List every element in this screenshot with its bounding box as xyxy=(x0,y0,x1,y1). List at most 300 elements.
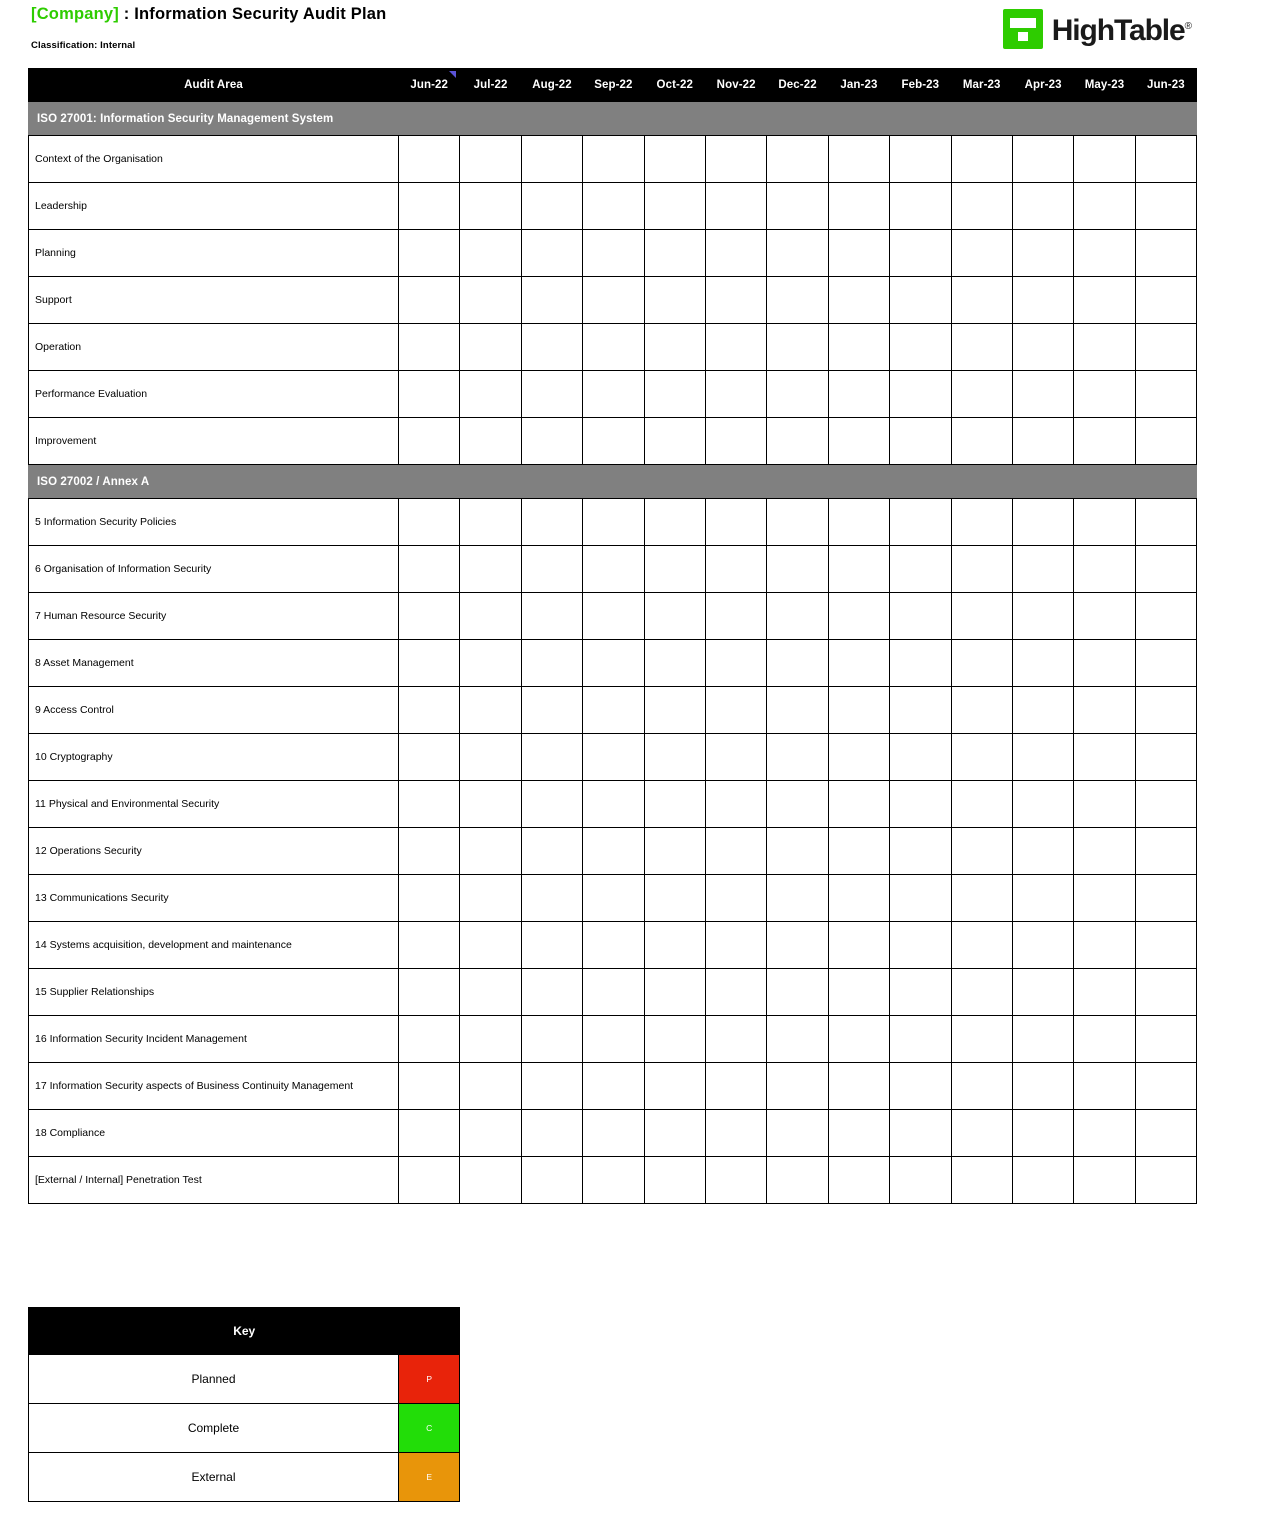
schedule-cell-jun-22[interactable]: P xyxy=(399,875,460,922)
schedule-cell-oct-22[interactable] xyxy=(644,136,705,183)
schedule-cell-sep-22[interactable] xyxy=(583,230,644,277)
schedule-cell-sep-22[interactable] xyxy=(583,969,644,1016)
schedule-cell-sep-22[interactable]: P xyxy=(583,922,644,969)
schedule-cell-oct-22[interactable] xyxy=(644,418,705,465)
schedule-cell-may-23[interactable] xyxy=(1074,922,1135,969)
schedule-cell-apr-23[interactable] xyxy=(1012,734,1073,781)
schedule-cell-oct-22[interactable] xyxy=(644,230,705,277)
schedule-cell-nov-22[interactable] xyxy=(705,828,766,875)
schedule-cell-may-23[interactable] xyxy=(1074,640,1135,687)
schedule-cell-dec-22[interactable] xyxy=(767,324,828,371)
schedule-cell-oct-22[interactable] xyxy=(644,781,705,828)
schedule-cell-apr-23[interactable] xyxy=(1012,499,1073,546)
schedule-cell-oct-22[interactable] xyxy=(644,687,705,734)
schedule-cell-jun-23[interactable] xyxy=(1135,922,1196,969)
schedule-cell-dec-22[interactable] xyxy=(767,1016,828,1063)
schedule-cell-jun-22[interactable]: P xyxy=(399,277,460,324)
schedule-cell-may-23[interactable] xyxy=(1074,183,1135,230)
schedule-cell-nov-22[interactable] xyxy=(705,969,766,1016)
schedule-cell-dec-22[interactable] xyxy=(767,1063,828,1110)
schedule-cell-nov-22[interactable] xyxy=(705,1063,766,1110)
schedule-cell-may-23[interactable]: P xyxy=(1074,969,1135,1016)
schedule-cell-sep-22[interactable] xyxy=(583,1063,644,1110)
schedule-cell-feb-23[interactable] xyxy=(890,781,951,828)
schedule-cell-feb-23[interactable] xyxy=(890,593,951,640)
schedule-cell-jun-22[interactable]: P xyxy=(399,136,460,183)
schedule-cell-apr-23[interactable] xyxy=(1012,371,1073,418)
schedule-cell-oct-22[interactable] xyxy=(644,1063,705,1110)
schedule-cell-nov-22[interactable] xyxy=(705,1110,766,1157)
schedule-cell-may-23[interactable] xyxy=(1074,687,1135,734)
schedule-cell-mar-23[interactable] xyxy=(951,371,1012,418)
schedule-cell-jul-22[interactable] xyxy=(460,640,521,687)
schedule-cell-may-23[interactable] xyxy=(1074,828,1135,875)
schedule-cell-oct-22[interactable] xyxy=(644,546,705,593)
schedule-cell-jun-23[interactable] xyxy=(1135,277,1196,324)
schedule-cell-feb-23[interactable]: P xyxy=(890,828,951,875)
schedule-cell-apr-23[interactable] xyxy=(1012,324,1073,371)
schedule-cell-may-23[interactable] xyxy=(1074,781,1135,828)
schedule-cell-mar-23[interactable] xyxy=(951,1063,1012,1110)
schedule-cell-aug-22[interactable]: E xyxy=(521,277,582,324)
schedule-cell-mar-23[interactable] xyxy=(951,1110,1012,1157)
schedule-cell-may-23[interactable] xyxy=(1074,499,1135,546)
schedule-cell-jun-22[interactable]: P xyxy=(399,922,460,969)
schedule-cell-apr-23[interactable] xyxy=(1012,828,1073,875)
schedule-cell-may-23[interactable] xyxy=(1074,546,1135,593)
schedule-cell-jan-23[interactable] xyxy=(828,418,889,465)
registered-mark-icon: ® xyxy=(1184,21,1192,32)
plan-header-row xyxy=(29,69,1197,102)
schedule-cell-mar-23[interactable] xyxy=(951,277,1012,324)
schedule-cell-oct-22[interactable] xyxy=(644,277,705,324)
schedule-cell-mar-23[interactable] xyxy=(951,922,1012,969)
schedule-cell-jun-22[interactable]: P xyxy=(399,371,460,418)
schedule-cell-jun-23[interactable]: P xyxy=(1135,1016,1196,1063)
schedule-cell-may-23[interactable] xyxy=(1074,136,1135,183)
column-header-month-aug-22: Aug-22 xyxy=(521,69,582,102)
schedule-cell-mar-23[interactable] xyxy=(951,230,1012,277)
schedule-cell-nov-22[interactable]: P xyxy=(705,418,766,465)
schedule-cell-may-23[interactable] xyxy=(1074,371,1135,418)
schedule-cell-sep-22[interactable] xyxy=(583,183,644,230)
schedule-cell-jan-23[interactable] xyxy=(828,546,889,593)
schedule-cell-may-23[interactable] xyxy=(1074,418,1135,465)
schedule-cell-nov-22[interactable] xyxy=(705,734,766,781)
schedule-cell-feb-23[interactable] xyxy=(890,324,951,371)
schedule-cell-apr-23[interactable] xyxy=(1012,781,1073,828)
schedule-cell-apr-23[interactable]: P xyxy=(1012,922,1073,969)
schedule-cell-nov-22[interactable] xyxy=(705,922,766,969)
schedule-cell-jan-23[interactable] xyxy=(828,1157,889,1204)
schedule-cell-mar-23[interactable] xyxy=(951,1157,1012,1204)
schedule-cell-may-23[interactable] xyxy=(1074,1110,1135,1157)
schedule-cell-mar-23[interactable] xyxy=(951,734,1012,781)
schedule-cell-may-23[interactable] xyxy=(1074,875,1135,922)
schedule-cell-mar-23[interactable]: P xyxy=(951,875,1012,922)
schedule-cell-dec-22[interactable] xyxy=(767,687,828,734)
schedule-cell-jun-23[interactable]: P xyxy=(1135,1110,1196,1157)
schedule-cell-sep-22[interactable] xyxy=(583,781,644,828)
schedule-cell-aug-22[interactable]: E xyxy=(521,183,582,230)
schedule-cell-jul-22[interactable] xyxy=(460,277,521,324)
schedule-cell-oct-22[interactable] xyxy=(644,828,705,875)
schedule-cell-feb-23[interactable] xyxy=(890,371,951,418)
schedule-cell-jul-22[interactable] xyxy=(460,136,521,183)
schedule-cell-jun-22[interactable]: P xyxy=(399,640,460,687)
schedule-cell-jul-22[interactable] xyxy=(460,734,521,781)
schedule-cell-jul-22[interactable] xyxy=(460,230,521,277)
schedule-cell-jun-23[interactable] xyxy=(1135,418,1196,465)
schedule-cell-jul-22[interactable] xyxy=(460,371,521,418)
schedule-cell-mar-23[interactable] xyxy=(951,418,1012,465)
schedule-cell-oct-22[interactable] xyxy=(644,1110,705,1157)
schedule-cell-feb-23[interactable] xyxy=(890,230,951,277)
schedule-cell-jun-22[interactable]: P xyxy=(399,593,460,640)
schedule-cell-jul-22[interactable] xyxy=(460,183,521,230)
schedule-cell-dec-22[interactable]: P xyxy=(767,734,828,781)
schedule-cell-jun-23[interactable]: P xyxy=(1135,1063,1196,1110)
schedule-cell-nov-22[interactable]: P xyxy=(705,230,766,277)
key-swatch-p: P xyxy=(399,1355,460,1404)
schedule-cell-nov-22[interactable] xyxy=(705,875,766,922)
schedule-cell-feb-23[interactable] xyxy=(890,640,951,687)
schedule-cell-aug-22[interactable]: E xyxy=(521,1063,582,1110)
schedule-cell-jun-22[interactable]: P xyxy=(399,687,460,734)
schedule-cell-jul-22[interactable] xyxy=(460,828,521,875)
schedule-cell-jan-23[interactable] xyxy=(828,593,889,640)
schedule-cell-jan-23[interactable]: P xyxy=(828,781,889,828)
hightable-table-icon xyxy=(1003,9,1043,49)
schedule-cell-jul-22[interactable] xyxy=(460,969,521,1016)
schedule-cell-feb-23[interactable] xyxy=(890,734,951,781)
schedule-cell-aug-22[interactable]: E xyxy=(521,781,582,828)
schedule-cell-oct-22[interactable] xyxy=(644,183,705,230)
schedule-cell-may-23[interactable] xyxy=(1074,593,1135,640)
schedule-cell-oct-22[interactable] xyxy=(644,734,705,781)
schedule-cell-jul-22[interactable] xyxy=(460,499,521,546)
schedule-cell-apr-23[interactable] xyxy=(1012,418,1073,465)
schedule-cell-dec-22[interactable] xyxy=(767,136,828,183)
schedule-cell-jun-23[interactable] xyxy=(1135,136,1196,183)
schedule-cell-jan-23[interactable] xyxy=(828,640,889,687)
schedule-cell-dec-22[interactable] xyxy=(767,969,828,1016)
schedule-cell-jun-23[interactable] xyxy=(1135,687,1196,734)
schedule-cell-jan-23[interactable] xyxy=(828,136,889,183)
schedule-cell-sep-22[interactable] xyxy=(583,1157,644,1204)
schedule-cell-jul-22[interactable] xyxy=(460,687,521,734)
schedule-cell-dec-22[interactable] xyxy=(767,781,828,828)
schedule-cell-apr-23[interactable] xyxy=(1012,136,1073,183)
schedule-cell-feb-23[interactable] xyxy=(890,277,951,324)
schedule-cell-oct-22[interactable]: P xyxy=(644,640,705,687)
schedule-cell-feb-23[interactable] xyxy=(890,1157,951,1204)
schedule-cell-aug-22[interactable]: E xyxy=(521,546,582,593)
schedule-cell-jun-22[interactable]: P xyxy=(399,969,460,1016)
schedule-cell-jun-22[interactable]: P xyxy=(399,1016,460,1063)
table-row xyxy=(29,687,1197,734)
schedule-cell-nov-22[interactable]: P xyxy=(705,277,766,324)
schedule-cell-jul-22[interactable] xyxy=(460,1157,521,1204)
schedule-cell-mar-23[interactable] xyxy=(951,1016,1012,1063)
schedule-cell-oct-22[interactable] xyxy=(644,499,705,546)
schedule-cell-feb-23[interactable] xyxy=(890,418,951,465)
schedule-cell-nov-22[interactable] xyxy=(705,499,766,546)
schedule-cell-jun-23[interactable] xyxy=(1135,593,1196,640)
schedule-cell-nov-22[interactable]: P xyxy=(705,687,766,734)
schedule-cell-jan-23[interactable] xyxy=(828,922,889,969)
schedule-cell-jul-22[interactable] xyxy=(460,875,521,922)
column-header-month-oct-22: Oct-22 xyxy=(644,69,705,102)
schedule-cell-dec-22[interactable] xyxy=(767,277,828,324)
schedule-cell-aug-22[interactable]: E xyxy=(521,418,582,465)
schedule-cell-jun-22[interactable]: P xyxy=(399,183,460,230)
schedule-cell-feb-23[interactable] xyxy=(890,969,951,1016)
schedule-cell-may-23[interactable] xyxy=(1074,1016,1135,1063)
schedule-cell-jun-22[interactable]: P xyxy=(399,734,460,781)
schedule-cell-feb-23[interactable] xyxy=(890,183,951,230)
schedule-cell-jun-22[interactable]: P xyxy=(399,546,460,593)
audit-area-label: Leadership xyxy=(29,183,399,230)
schedule-cell-jan-23[interactable] xyxy=(828,1063,889,1110)
schedule-cell-nov-22[interactable] xyxy=(705,781,766,828)
plan-table-head xyxy=(29,69,1197,102)
schedule-cell-apr-23[interactable] xyxy=(1012,687,1073,734)
schedule-cell-jul-22[interactable] xyxy=(460,546,521,593)
schedule-cell-apr-23[interactable] xyxy=(1012,640,1073,687)
schedule-cell-feb-23[interactable] xyxy=(890,1110,951,1157)
schedule-cell-mar-23[interactable] xyxy=(951,324,1012,371)
schedule-cell-dec-22[interactable] xyxy=(767,499,828,546)
schedule-cell-oct-22[interactable] xyxy=(644,1157,705,1204)
schedule-cell-jun-23[interactable] xyxy=(1135,230,1196,277)
schedule-cell-aug-22[interactable]: E xyxy=(521,734,582,781)
schedule-cell-jun-22[interactable]: P xyxy=(399,781,460,828)
schedule-cell-aug-22[interactable]: E xyxy=(521,136,582,183)
schedule-cell-dec-22[interactable] xyxy=(767,418,828,465)
schedule-cell-jun-22[interactable]: P xyxy=(399,499,460,546)
schedule-cell-dec-22[interactable] xyxy=(767,230,828,277)
schedule-cell-mar-23[interactable] xyxy=(951,640,1012,687)
schedule-cell-jul-22[interactable] xyxy=(460,418,521,465)
schedule-cell-mar-23[interactable] xyxy=(951,499,1012,546)
column-header-month-mar-23: Mar-23 xyxy=(951,69,1012,102)
schedule-cell-nov-22[interactable]: P xyxy=(705,324,766,371)
schedule-cell-may-23[interactable] xyxy=(1074,734,1135,781)
schedule-cell-jan-23[interactable] xyxy=(828,324,889,371)
schedule-cell-mar-23[interactable] xyxy=(951,969,1012,1016)
column-header-month-may-23: May-23 xyxy=(1074,69,1135,102)
schedule-cell-oct-22[interactable] xyxy=(644,324,705,371)
schedule-cell-jun-23[interactable] xyxy=(1135,828,1196,875)
schedule-cell-aug-22[interactable]: E xyxy=(521,1110,582,1157)
schedule-cell-apr-23[interactable] xyxy=(1012,1016,1073,1063)
schedule-cell-nov-22[interactable] xyxy=(705,593,766,640)
title-block xyxy=(31,4,386,24)
schedule-cell-jan-23[interactable] xyxy=(828,687,889,734)
schedule-cell-sep-22[interactable] xyxy=(583,418,644,465)
schedule-cell-jun-22[interactable]: P xyxy=(399,1157,460,1204)
schedule-cell-feb-23[interactable] xyxy=(890,1016,951,1063)
schedule-cell-aug-22[interactable]: E xyxy=(521,875,582,922)
schedule-cell-sep-22[interactable]: P xyxy=(583,593,644,640)
schedule-cell-feb-23[interactable] xyxy=(890,922,951,969)
schedule-cell-jun-23[interactable]: P xyxy=(1135,1157,1196,1204)
schedule-cell-sep-22[interactable] xyxy=(583,1016,644,1063)
schedule-cell-apr-23[interactable] xyxy=(1012,875,1073,922)
schedule-cell-dec-22[interactable] xyxy=(767,828,828,875)
schedule-cell-sep-22[interactable] xyxy=(583,687,644,734)
schedule-cell-oct-22[interactable] xyxy=(644,922,705,969)
schedule-cell-dec-22[interactable] xyxy=(767,593,828,640)
schedule-cell-apr-23[interactable] xyxy=(1012,1110,1073,1157)
schedule-cell-mar-23[interactable] xyxy=(951,828,1012,875)
schedule-cell-dec-22[interactable] xyxy=(767,371,828,418)
schedule-cell-jul-22[interactable] xyxy=(460,1063,521,1110)
schedule-cell-jan-23[interactable] xyxy=(828,1110,889,1157)
schedule-cell-jun-23[interactable] xyxy=(1135,499,1196,546)
schedule-cell-jun-23[interactable] xyxy=(1135,734,1196,781)
schedule-cell-feb-23[interactable] xyxy=(890,499,951,546)
schedule-cell-jun-23[interactable] xyxy=(1135,781,1196,828)
schedule-cell-jul-22[interactable] xyxy=(460,922,521,969)
schedule-cell-sep-22[interactable] xyxy=(583,371,644,418)
schedule-cell-feb-23[interactable] xyxy=(890,875,951,922)
schedule-cell-oct-22[interactable] xyxy=(644,593,705,640)
schedule-cell-sep-22[interactable] xyxy=(583,136,644,183)
schedule-cell-apr-23[interactable] xyxy=(1012,230,1073,277)
schedule-cell-apr-23[interactable] xyxy=(1012,1157,1073,1204)
schedule-cell-may-23[interactable] xyxy=(1074,1063,1135,1110)
schedule-cell-jul-22[interactable] xyxy=(460,593,521,640)
schedule-cell-jan-23[interactable] xyxy=(828,183,889,230)
schedule-cell-apr-23[interactable] xyxy=(1012,1063,1073,1110)
schedule-cell-jan-23[interactable] xyxy=(828,371,889,418)
schedule-cell-sep-22[interactable] xyxy=(583,277,644,324)
schedule-cell-dec-22[interactable] xyxy=(767,875,828,922)
schedule-cell-jun-23[interactable] xyxy=(1135,969,1196,1016)
schedule-cell-jan-23[interactable] xyxy=(828,969,889,1016)
schedule-cell-jun-22[interactable]: P xyxy=(399,230,460,277)
schedule-cell-jun-23[interactable] xyxy=(1135,183,1196,230)
schedule-cell-aug-22[interactable]: E xyxy=(521,922,582,969)
schedule-cell-aug-22[interactable]: E xyxy=(521,640,582,687)
schedule-cell-jun-23[interactable] xyxy=(1135,640,1196,687)
schedule-cell-sep-22[interactable] xyxy=(583,828,644,875)
schedule-cell-jan-23[interactable] xyxy=(828,734,889,781)
schedule-cell-jan-23[interactable] xyxy=(828,277,889,324)
schedule-cell-jul-22[interactable] xyxy=(460,1110,521,1157)
schedule-cell-mar-23[interactable] xyxy=(951,183,1012,230)
schedule-cell-jan-23[interactable] xyxy=(828,1016,889,1063)
schedule-cell-feb-23[interactable] xyxy=(890,687,951,734)
schedule-cell-nov-22[interactable] xyxy=(705,1016,766,1063)
schedule-cell-sep-22[interactable] xyxy=(583,324,644,371)
schedule-cell-dec-22[interactable] xyxy=(767,640,828,687)
schedule-cell-sep-22[interactable] xyxy=(583,875,644,922)
schedule-cell-nov-22[interactable] xyxy=(705,640,766,687)
schedule-cell-sep-22[interactable] xyxy=(583,546,644,593)
schedule-cell-nov-22[interactable]: P xyxy=(705,136,766,183)
schedule-cell-feb-23[interactable] xyxy=(890,546,951,593)
schedule-cell-apr-23[interactable] xyxy=(1012,277,1073,324)
schedule-cell-jun-22[interactable]: P xyxy=(399,828,460,875)
schedule-cell-aug-22[interactable]: E xyxy=(521,1016,582,1063)
schedule-cell-aug-22[interactable]: E xyxy=(521,687,582,734)
schedule-cell-apr-23[interactable] xyxy=(1012,183,1073,230)
schedule-cell-mar-23[interactable] xyxy=(951,546,1012,593)
schedule-cell-jun-23[interactable] xyxy=(1135,324,1196,371)
schedule-cell-jan-23[interactable] xyxy=(828,875,889,922)
schedule-cell-apr-23[interactable] xyxy=(1012,969,1073,1016)
schedule-cell-dec-22[interactable] xyxy=(767,1110,828,1157)
schedule-cell-sep-22[interactable] xyxy=(583,1110,644,1157)
schedule-cell-jan-23[interactable] xyxy=(828,828,889,875)
schedule-cell-may-23[interactable] xyxy=(1074,277,1135,324)
schedule-cell-jul-22[interactable] xyxy=(460,1016,521,1063)
schedule-cell-jun-23[interactable] xyxy=(1135,371,1196,418)
schedule-cell-may-23[interactable] xyxy=(1074,230,1135,277)
schedule-cell-oct-22[interactable] xyxy=(644,969,705,1016)
schedule-cell-mar-23[interactable] xyxy=(951,781,1012,828)
schedule-cell-dec-22[interactable] xyxy=(767,183,828,230)
schedule-cell-nov-22[interactable]: P xyxy=(705,371,766,418)
schedule-cell-dec-22[interactable] xyxy=(767,1157,828,1204)
schedule-cell-jun-23[interactable] xyxy=(1135,875,1196,922)
schedule-cell-sep-22[interactable] xyxy=(583,499,644,546)
schedule-cell-mar-23[interactable] xyxy=(951,136,1012,183)
schedule-cell-apr-23[interactable] xyxy=(1012,593,1073,640)
schedule-cell-dec-22[interactable] xyxy=(767,546,828,593)
schedule-cell-sep-22[interactable] xyxy=(583,640,644,687)
schedule-cell-aug-22[interactable]: E xyxy=(521,230,582,277)
schedule-cell-nov-22[interactable] xyxy=(705,546,766,593)
schedule-cell-jun-22[interactable]: P xyxy=(399,324,460,371)
schedule-cell-aug-22[interactable]: E xyxy=(521,324,582,371)
schedule-cell-jan-23[interactable] xyxy=(828,499,889,546)
schedule-cell-feb-23[interactable] xyxy=(890,1063,951,1110)
schedule-cell-aug-22[interactable]: E xyxy=(521,499,582,546)
schedule-cell-jun-22[interactable]: P xyxy=(399,1063,460,1110)
schedule-cell-sep-22[interactable] xyxy=(583,734,644,781)
schedule-cell-nov-22[interactable]: P xyxy=(705,183,766,230)
schedule-cell-feb-23[interactable] xyxy=(890,136,951,183)
schedule-cell-aug-22[interactable]: E xyxy=(521,969,582,1016)
schedule-cell-mar-23[interactable] xyxy=(951,687,1012,734)
schedule-cell-aug-22[interactable]: E xyxy=(521,1157,582,1204)
schedule-cell-jun-22[interactable]: P xyxy=(399,418,460,465)
schedule-cell-oct-22[interactable] xyxy=(644,371,705,418)
schedule-cell-oct-22[interactable] xyxy=(644,875,705,922)
schedule-cell-aug-22[interactable]: E xyxy=(521,593,582,640)
schedule-cell-dec-22[interactable] xyxy=(767,922,828,969)
schedule-cell-jan-23[interactable] xyxy=(828,230,889,277)
schedule-cell-apr-23[interactable] xyxy=(1012,546,1073,593)
schedule-cell-oct-22[interactable] xyxy=(644,1016,705,1063)
key-label-p: Planned xyxy=(29,1355,399,1404)
schedule-cell-jul-22[interactable] xyxy=(460,324,521,371)
schedule-cell-may-23[interactable] xyxy=(1074,1157,1135,1204)
schedule-cell-aug-22[interactable]: E xyxy=(521,828,582,875)
schedule-cell-may-23[interactable] xyxy=(1074,324,1135,371)
schedule-cell-jun-23[interactable] xyxy=(1135,546,1196,593)
schedule-cell-nov-22[interactable] xyxy=(705,1157,766,1204)
schedule-cell-jul-22[interactable] xyxy=(460,781,521,828)
schedule-cell-mar-23[interactable] xyxy=(951,593,1012,640)
schedule-cell-jun-22[interactable]: P xyxy=(399,1110,460,1157)
schedule-cell-aug-22[interactable]: E xyxy=(521,371,582,418)
section-header-row xyxy=(29,465,1197,499)
